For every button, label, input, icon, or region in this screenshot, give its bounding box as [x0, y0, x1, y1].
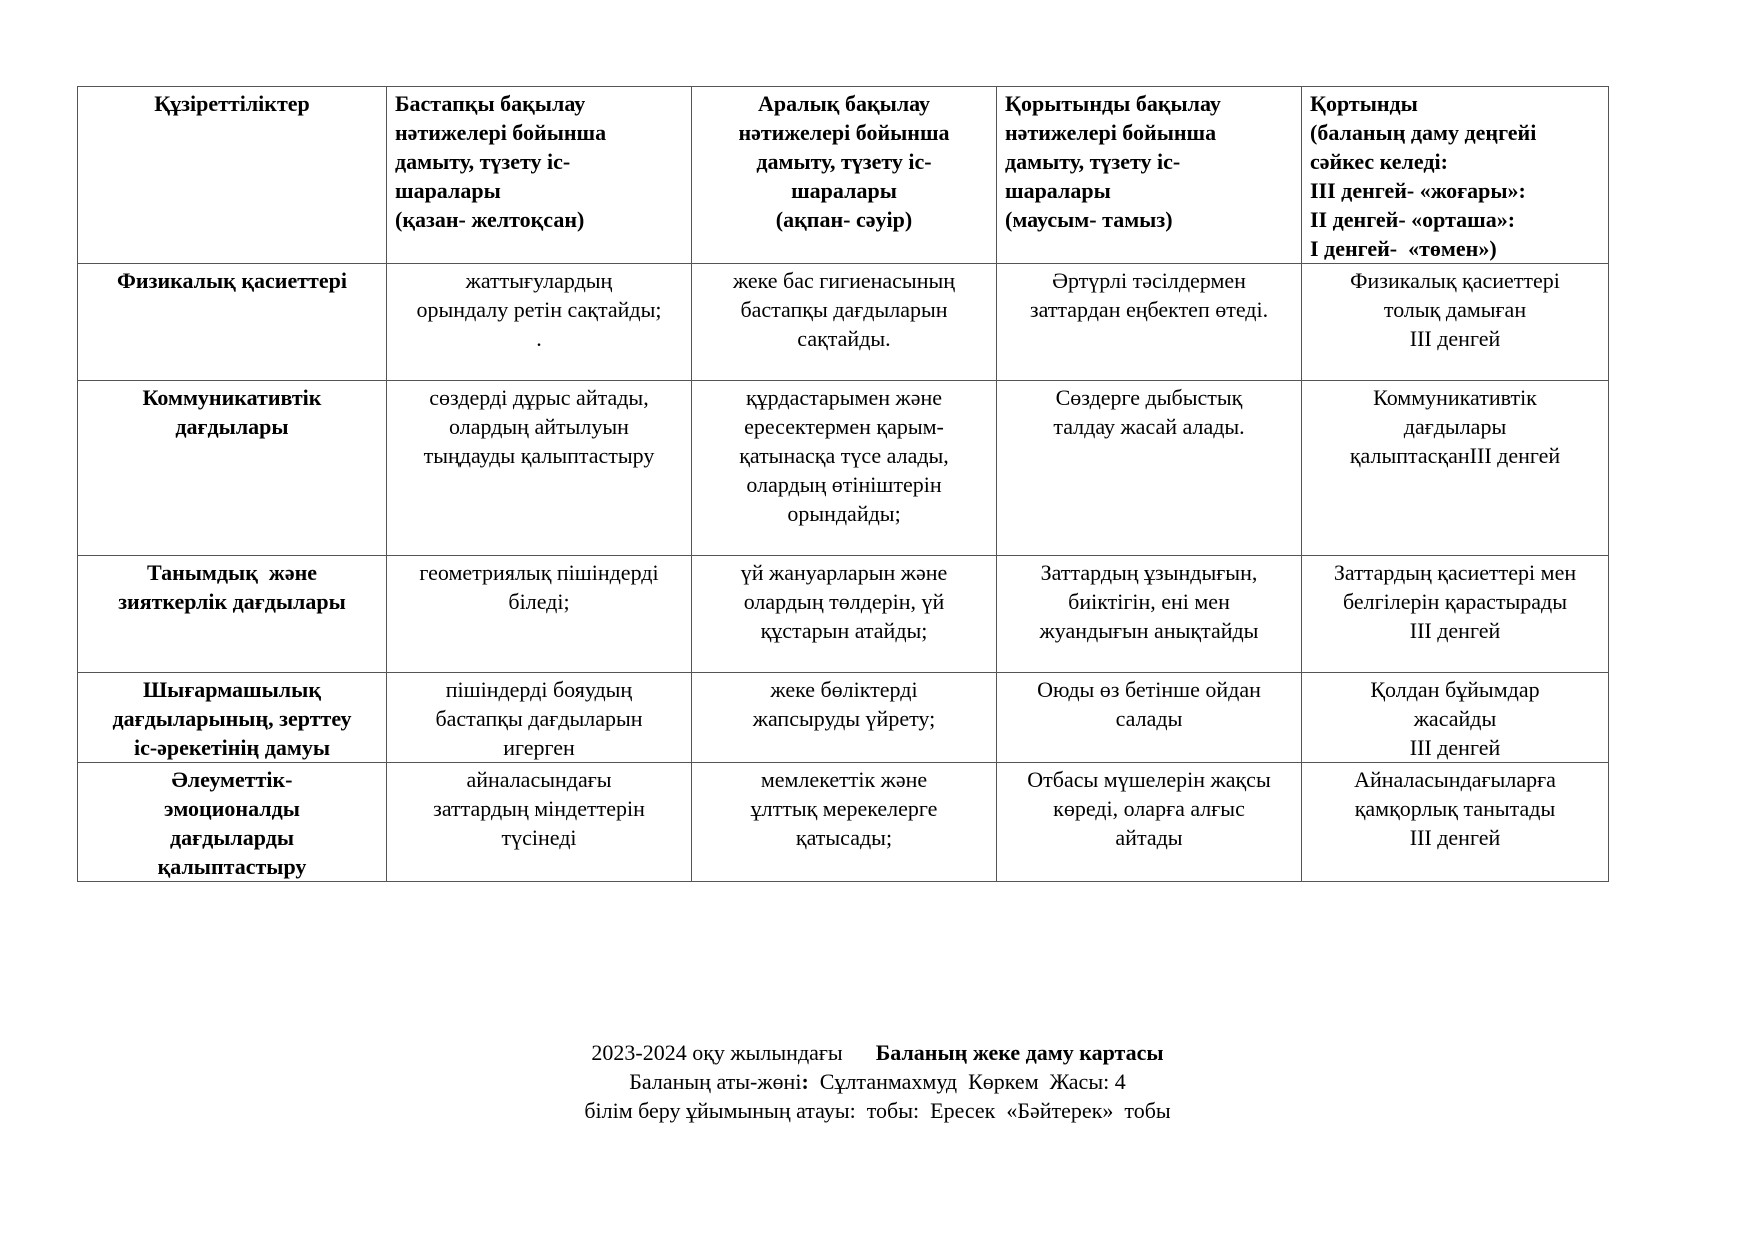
cell-text-line: бастапқы дағдыларын — [435, 706, 643, 731]
cell-text-line: заттардан еңбектеп өтеді. — [1029, 297, 1269, 322]
header-competencies — [78, 87, 387, 264]
cell-text-line: дамыту, түзету іс- — [1005, 149, 1181, 174]
table-cell — [997, 381, 1302, 556]
row-name-physical — [78, 264, 387, 381]
cell-text-line: біледі; — [508, 589, 570, 614]
cell-text-line: айналасындағы — [466, 767, 612, 792]
table-row — [78, 381, 1609, 556]
card-title: Баланың жеке даму картасы — [875, 1040, 1164, 1065]
cell-text-line: талдау жасай алады. — [1053, 414, 1245, 439]
table-cell — [387, 763, 692, 882]
cell-text-line: сәйкес келеді: — [1310, 149, 1448, 174]
cell-text-line: қатынасқа түсе алады, — [739, 443, 949, 468]
table-cell — [997, 673, 1302, 763]
cell-text-line: орындалу ретін сақтайды; — [416, 297, 662, 322]
cell-text-line: дамыту, түзету іс- — [756, 149, 932, 174]
cell-text-line: қалыптастыру — [157, 854, 307, 879]
cell-text-line: Заттардың ұзындығын, — [1040, 560, 1258, 585]
cell-text-line: толық дамыған — [1383, 297, 1527, 322]
cell-text-line: дағдыларды — [169, 825, 295, 850]
cell-text-line: дағдыларының, зерттеу — [112, 706, 352, 731]
child-name-value: Сұлтанмахмуд Көркем Жасы: 4 — [808, 1069, 1126, 1094]
cell-text-line: Әлеуметтік- — [171, 767, 293, 792]
cell-text-line: Танымдық және — [146, 560, 318, 585]
cell-text-line: қамқорлық танытады — [1354, 796, 1556, 821]
table-cell — [1302, 264, 1609, 381]
cell-text-line: Коммуникативтік — [1373, 385, 1537, 410]
row-name-cognitive — [78, 556, 387, 673]
cell-text-line: жасайды — [1413, 706, 1497, 731]
cell-text-line: дамыту, түзету іс- — [395, 149, 571, 174]
cell-text-line: көреді, оларға алғыс — [1053, 796, 1245, 821]
cell-text-line: Сөздерге дыбыстық — [1055, 385, 1243, 410]
cell-text-line: Коммуникативтік — [142, 385, 322, 410]
cell-text-line: пішіндерді бояудың — [445, 677, 633, 702]
table-cell — [997, 264, 1302, 381]
table-row — [78, 673, 1609, 763]
cell-text-line: биіктігін, ені мен — [1068, 589, 1230, 614]
cell-text-line: нәтижелері бойынша — [738, 120, 950, 145]
cell-text-line: Әртүрлі тәсілдермен — [1052, 268, 1246, 293]
cell-text-line: мемлекеттік және — [760, 767, 928, 792]
cell-text-line: Қортынды — [1310, 91, 1418, 116]
cell-text-line: Қолдан бұйымдар — [1370, 677, 1540, 702]
cell-text-line: нәтижелері бойынша — [395, 120, 607, 145]
cell-text-line: шаралары — [1005, 178, 1111, 203]
cell-text-line: Отбасы мүшелерін жақсы — [1027, 767, 1271, 792]
table-cell — [1302, 556, 1609, 673]
table-cell — [387, 673, 692, 763]
footer-child-line — [0, 1067, 1755, 1096]
cell-text-line: Шығармашылық — [142, 677, 321, 702]
cell-text-line: олардың айтылуын — [449, 414, 629, 439]
cell-text-line: жуандығын анықтайды — [1039, 618, 1259, 643]
cell-text-line: дағдылары — [175, 414, 289, 439]
cell-text-line: орындайды; — [787, 501, 901, 526]
header-initial-control — [387, 87, 692, 264]
header-conclusion — [1302, 87, 1609, 264]
cell-text-line: жаттығулардың — [465, 268, 613, 293]
cell-text-line: игерген — [503, 735, 575, 760]
cell-text-line: жеке бас гигиенасының — [732, 268, 956, 293]
cell-text-line: геометриялық пішіндерді — [419, 560, 659, 585]
cell-text-line: І денгей- «төмен») — [1310, 236, 1497, 261]
cell-text-line: . — [536, 326, 542, 351]
cell-text-line: іс-әрекетінің дамуы — [133, 735, 331, 760]
cell-text-line: Заттардың қасиеттері мен — [1333, 560, 1577, 585]
cell-text-line: дағдылары — [1403, 414, 1507, 439]
cell-text-line: үй жануарларын және — [740, 560, 948, 585]
footer-org-line: білім беру ұйымының атауы: тобы: Ересек «Бәйтерек» тобы — [584, 1098, 1171, 1123]
cell-text-line: белгілерін қарастырады — [1342, 589, 1568, 614]
cell-text-line: қалыптасқанІІІ денгей — [1349, 443, 1561, 468]
table-cell — [997, 763, 1302, 882]
cell-text-line: жапсыруды үйрету; — [752, 706, 936, 731]
table-cell — [387, 264, 692, 381]
child-name-label: Баланың аты-жөні — [629, 1069, 802, 1094]
cell-text-line: ІІ денгей- «орташа»: — [1310, 207, 1516, 232]
development-card-table — [77, 86, 1609, 882]
cell-text-line: (маусым- тамыз) — [1005, 207, 1173, 232]
cell-text-line: ересектермен қарым- — [744, 414, 944, 439]
table-cell — [1302, 673, 1609, 763]
cell-text-line: заттардың міндеттерін — [433, 796, 645, 821]
footer-title-line — [0, 1038, 1755, 1067]
table-row — [78, 264, 1609, 381]
cell-text-line: (ақпан- сәуір) — [775, 207, 913, 232]
table-cell — [387, 381, 692, 556]
cell-text-line: қатысады; — [795, 825, 893, 850]
cell-text-line: ІІІ денгей — [1409, 825, 1501, 850]
cell-text-line: салады — [1115, 706, 1183, 731]
table-cell — [387, 556, 692, 673]
row-name-communicative — [78, 381, 387, 556]
cell-text-line: ІІІ денгей — [1409, 326, 1501, 351]
child-name-colon: : — [801, 1069, 809, 1094]
cell-text-line: Айналасындағыларға — [1354, 767, 1556, 792]
table-cell — [1302, 381, 1609, 556]
cell-text-line: жеке бөліктерді — [770, 677, 918, 702]
header-row — [78, 87, 1609, 264]
cell-text-line: ұлттық мерекелерге — [750, 796, 938, 821]
header-intermediate-control — [692, 87, 997, 264]
cell-text-line: тыңдауды қалыптастыру — [423, 443, 655, 468]
cell-text-line: зияткерлік дағдылары — [118, 589, 346, 614]
cell-text-line: сақтайды. — [797, 326, 891, 351]
table-cell — [692, 673, 997, 763]
cell-text-line: Құзіреттіліктер — [154, 91, 310, 116]
cell-text-line: құстарын атайды; — [760, 618, 928, 643]
cell-text-line: Аралық бақылау — [757, 91, 931, 116]
cell-text-line: Физикалық қасиеттері — [117, 268, 347, 293]
header-final-control — [997, 87, 1302, 264]
table-cell — [692, 264, 997, 381]
academic-year-text: 2023-2024 оқу жылындағы — [591, 1040, 843, 1065]
table-row — [78, 763, 1609, 882]
cell-text-line: шаралары — [791, 178, 897, 203]
table-cell — [692, 556, 997, 673]
table-row — [78, 556, 1609, 673]
cell-text-line: Физикалық қасиеттері — [1350, 268, 1560, 293]
cell-text-line: сөздерді дұрыс айтады, — [429, 385, 649, 410]
cell-text-line: түсінеді — [501, 825, 577, 850]
card-footer — [0, 1038, 1755, 1125]
row-name-creative — [78, 673, 387, 763]
cell-text-line: ІІІ денгей- «жоғары»: — [1310, 178, 1526, 203]
cell-text-line: олардың өтініштерін — [746, 472, 942, 497]
table-cell — [692, 381, 997, 556]
cell-text-line: Оюды өз бетінше ойдан — [1037, 677, 1261, 702]
row-name-social-emotional — [78, 763, 387, 882]
cell-text-line: (баланың даму деңгейі — [1310, 120, 1537, 145]
cell-text-line: құрдастарымен және — [745, 385, 942, 410]
table-cell — [997, 556, 1302, 673]
cell-text-line: шаралары — [395, 178, 501, 203]
cell-text-line: олардың төлдерін, үй — [743, 589, 945, 614]
cell-text-line: Бастапқы бақылау — [395, 91, 586, 116]
table-cell — [692, 763, 997, 882]
cell-text-line: ІІІ денгей — [1409, 618, 1501, 643]
cell-text-line: нәтижелері бойынша — [1005, 120, 1217, 145]
cell-text-line: эмоционалды — [164, 796, 300, 821]
cell-text-line: ІІІ денгей — [1409, 735, 1501, 760]
cell-text-line: бастапқы дағдыларын — [740, 297, 948, 322]
table-cell — [1302, 763, 1609, 882]
cell-text-line: (қазан- желтоқсан) — [395, 207, 585, 232]
cell-text-line: айтады — [1115, 825, 1183, 850]
cell-text-line: Қорытынды бақылау — [1005, 91, 1221, 116]
